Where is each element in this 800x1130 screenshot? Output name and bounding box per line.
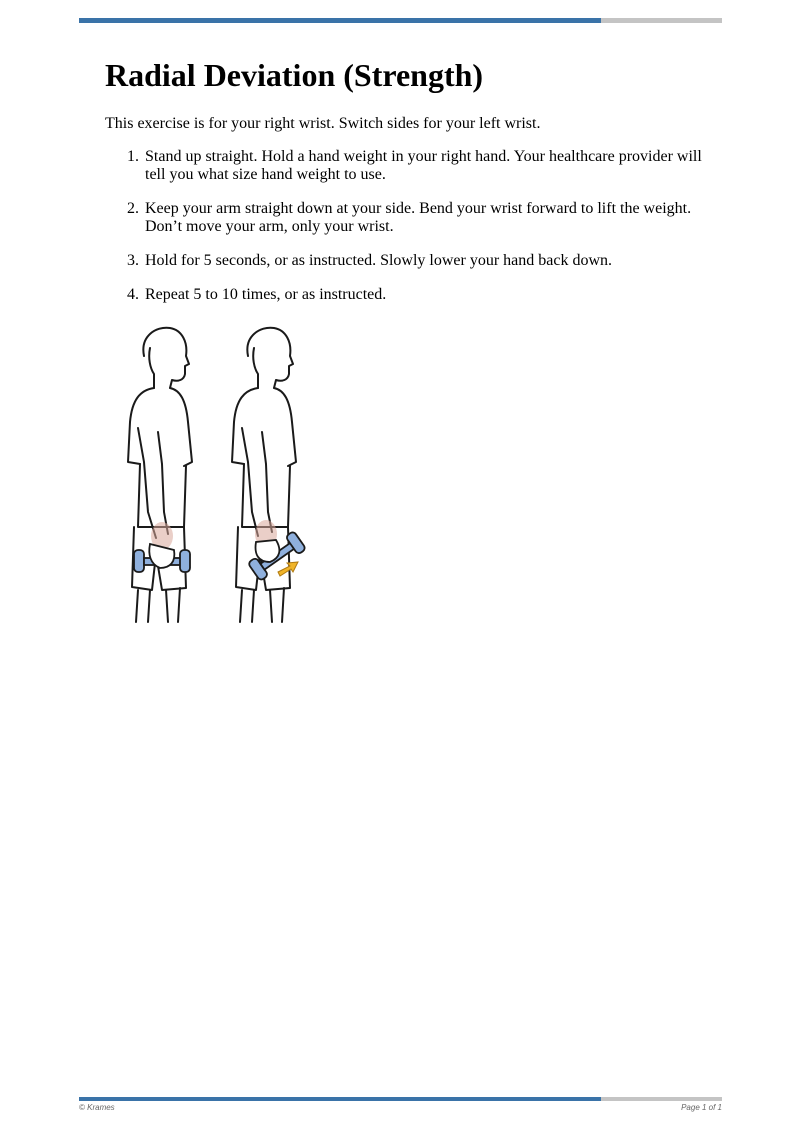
footer-rule-gray [601,1097,722,1101]
header-rule-gray [601,18,722,23]
header-rule [79,18,722,23]
step-number: 3. [127,252,139,269]
step-text: Hold for 5 seconds, or as instructed. Slowly lower your hand back down. [145,252,613,269]
step-number: 2. [127,200,139,217]
footer-page-number: Page 1 of 1 [681,1103,722,1112]
figure-start-position [128,328,192,622]
step-item [105,286,705,304]
header-rule-blue [79,18,601,23]
page-title: Radial Deviation (Strength) [105,57,484,93]
exercise-illustration [122,322,312,626]
motion-arrow [278,562,298,576]
step-text: Repeat 5 to 10 times, or as instructed. [145,286,387,303]
footer-rule [79,1097,722,1101]
footer-rule-blue [79,1097,601,1101]
intro-text: This exercise is for your right wrist. Switch sides for your left wrist. [105,115,541,132]
step-text: Keep your arm straight down at your side. Bend your wrist forward to lift the weight. Don’t move your arm, only your wrist. [145,200,692,235]
step-number: 4. [127,286,139,303]
footer-copyright: © Krames [79,1103,115,1112]
step-item [105,252,705,270]
steps-list [105,148,705,320]
hand-end [256,540,280,562]
step-text: Stand up straight. Hold a hand weight in your right hand. Your healthcare provider will tell you what size hand weight to use. [145,148,702,183]
step-number: 1. [127,148,139,165]
step-item [105,200,705,236]
step-item [105,148,705,184]
